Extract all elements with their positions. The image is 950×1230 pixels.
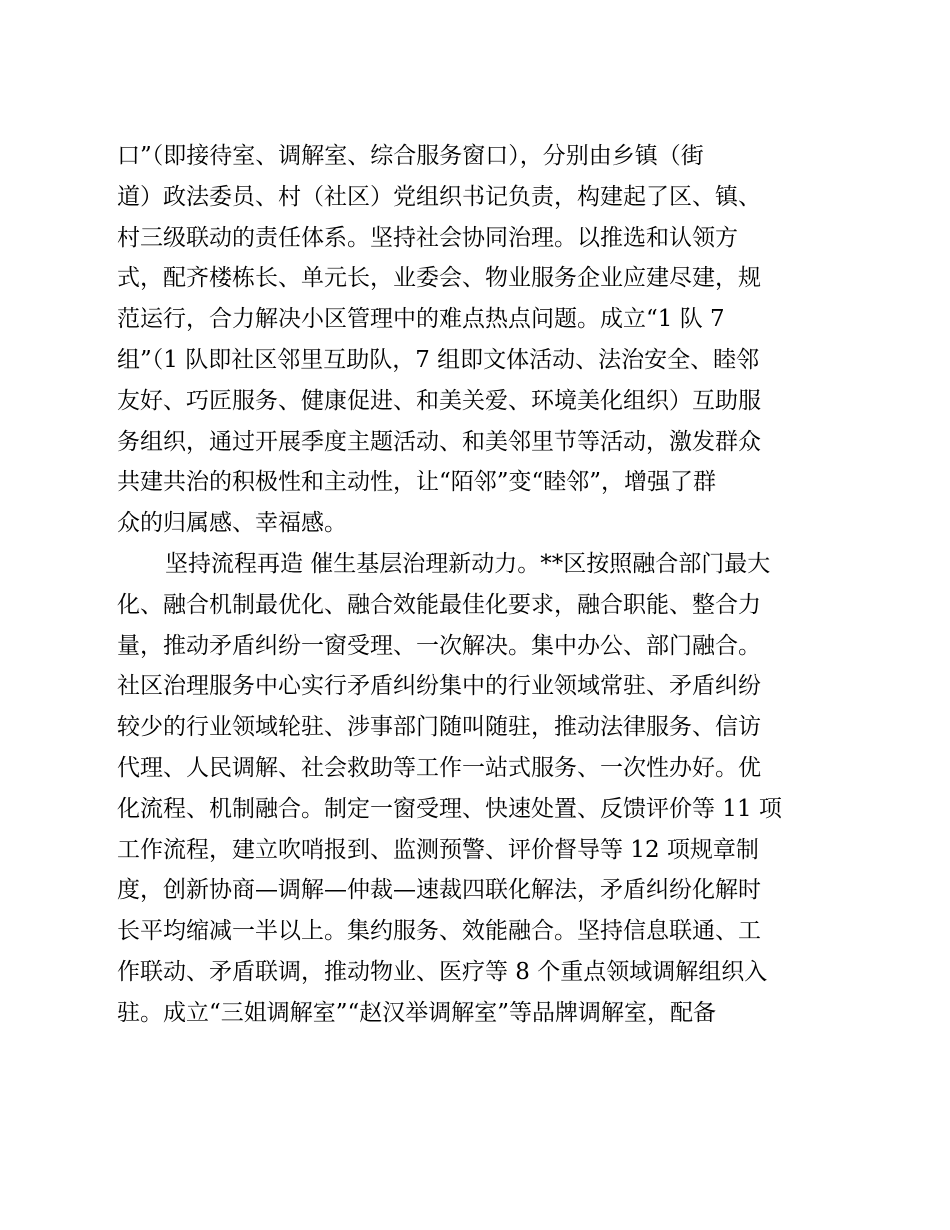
text-line: 代理、人民调解、社会救助等工作一站式服务、一次性办好。优 — [117, 754, 761, 781]
paragraph-heading-line: 坚持流程再造 催生基层治理新动力。**区按照融合部门最大 — [165, 550, 771, 577]
text-line: 较少的行业领域轮驻、涉事部门随叫随驻，推动法律服务、信访 — [117, 714, 761, 741]
text-line: 共建共治的积极性和主动性，让“陌邻”变“睦邻”，增强了群 — [117, 469, 717, 496]
text-line: 口”（即接待室、调解室、综合服务窗口），分别由乡镇（街 — [117, 143, 704, 169]
text-line: 度，创新协商—调解—仲裁—速裁四联化解法，矛盾纠纷化解时 — [117, 877, 761, 904]
text-line: 务组织，通过开展季度主题活动、和美邻里节等活动，激发群众 — [117, 428, 761, 455]
text-line: 驻。成立“三姐调解室”“赵汉举调解室”等品牌调解室，配备 — [117, 999, 717, 1026]
text-line: 友好、巧匠服务、健康促进、和美关爱、环境美化组织）互助服 — [117, 387, 761, 414]
text-line: 化、融合机制最优化、融合效能最佳化要求，融合职能、整合力 — [117, 591, 761, 618]
text-line: 众的归属感、幸福感。 — [117, 510, 347, 537]
text-line: 量，推动矛盾纠纷一窗受理、一次解决。集中办公、部门融合。 — [117, 632, 761, 659]
text-line: 社区治理服务中心实行矛盾纠纷集中的行业领域常驻、矛盾纠纷 — [117, 673, 761, 700]
body-text — [117, 136, 827, 1034]
text-line: 村三级联动的责任体系。坚持社会协同治理。以推选和认领方 — [117, 224, 738, 251]
text-line: 式，配齐楼栋长、单元长，业委会、物业服务企业应建尽建，规 — [117, 265, 761, 292]
text-line: 长平均缩减一半以上。集约服务、效能融合。坚持信息联通、工 — [117, 918, 761, 945]
text-line: 组”（1 队即社区邻里互助队，7 组即文体活动、法治安全、睦邻 — [117, 346, 760, 373]
text-line: 范运行，合力解决小区管理中的难点热点问题。成立“1 队 7 — [117, 306, 725, 333]
text-line: 化流程、机制融合。制定一窗受理、快速处置、反馈评价等 11 项 — [117, 795, 782, 822]
text-line: 工作流程，建立吹哨报到、监测预警、评价督导等 12 项规章制 — [117, 836, 759, 863]
text-line: 作联动、矛盾联调，推动物业、医疗等 8 个重点领域调解组织入 — [117, 958, 768, 985]
text-line: 道）政法委员、村（社区）党组织书记负责，构建起了区、镇、 — [117, 183, 761, 210]
